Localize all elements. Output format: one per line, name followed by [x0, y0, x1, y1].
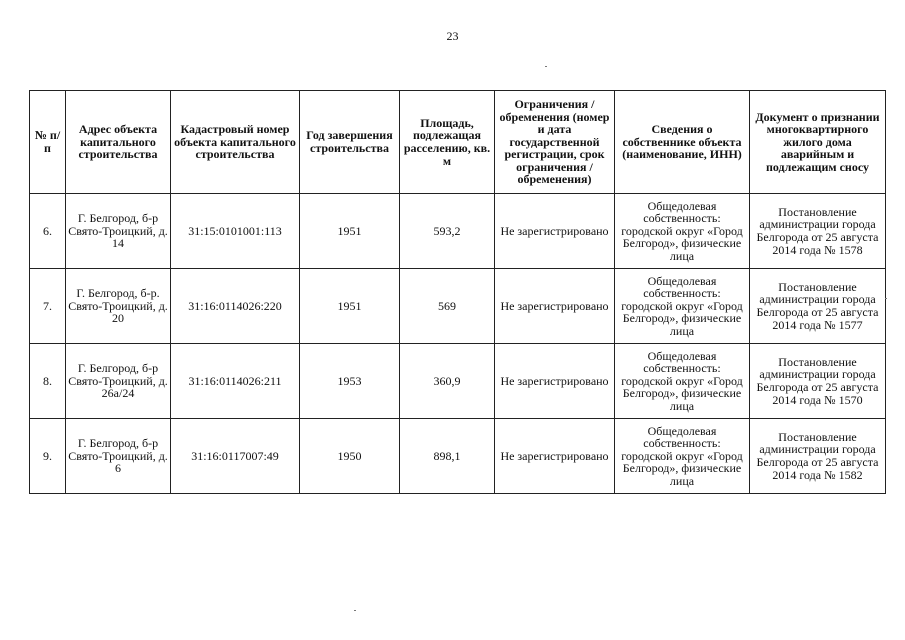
- scan-speck: [354, 610, 356, 611]
- header-cadastral: Кадастровый номер объекта капитального строительства: [171, 91, 300, 194]
- cell-address: Г. Белгород, б-р Свято-Троицкий, д. 26а/24: [66, 344, 171, 419]
- cell-area: 898,1: [400, 419, 495, 494]
- cell-cadastral: 31:16:0114026:220: [171, 269, 300, 344]
- cell-address: Г. Белгород, б-р Свято-Троицкий, д. 6: [66, 419, 171, 494]
- cell-cadastral: 31:16:0114026:211: [171, 344, 300, 419]
- cell-document: Постановление администрации города Белгорода от 25 августа 2014 года № 1577: [750, 269, 886, 344]
- cell-restrictions: Не зарегистрировано: [495, 194, 615, 269]
- cell-restrictions: Не зарегистрировано: [495, 269, 615, 344]
- header-document: Документ о признании многоквартирного жилого дома аварийным и подлежащим сносу: [750, 91, 886, 194]
- cell-cadastral: 31:15:0101001:113: [171, 194, 300, 269]
- scan-speck: [545, 66, 547, 67]
- header-address: Адрес объекта капитального строительства: [66, 91, 171, 194]
- table-row: [30, 419, 886, 494]
- cell-owner: Общедолевая собственность: городской округ «Город Белгород», физические лица: [615, 269, 750, 344]
- cell-cadastral: 31:16:0117007:49: [171, 419, 300, 494]
- header-area: Площадь, подлежащая расселению, кв. м: [400, 91, 495, 194]
- buildings-table: [29, 90, 886, 494]
- cell-owner: Общедолевая собственность: городской округ «Город Белгород», физические лица: [615, 419, 750, 494]
- cell-document: Постановление администрации города Белгорода от 25 августа 2014 года № 1582: [750, 419, 886, 494]
- cell-year: 1951: [300, 269, 400, 344]
- cell-owner: Общедолевая собственность: городской округ «Город Белгород», физические лица: [615, 194, 750, 269]
- table-row: [30, 344, 886, 419]
- cell-area: 593,2: [400, 194, 495, 269]
- cell-num: 9.: [30, 419, 66, 494]
- table-row: [30, 269, 886, 344]
- header-restrictions: Ограничения / обременения (номер и дата государственной регистрации, срок ограничения / обременения): [495, 91, 615, 194]
- table-row: [30, 194, 886, 269]
- cell-area: 569: [400, 269, 495, 344]
- page-number: 23: [446, 29, 459, 43]
- cell-document: Постановление администрации города Белгорода от 25 августа 2014 года № 1570: [750, 344, 886, 419]
- scan-speck: [885, 298, 887, 299]
- cell-area: 360,9: [400, 344, 495, 419]
- cell-num: 8.: [30, 344, 66, 419]
- table-header-row: [30, 91, 886, 194]
- cell-owner: Общедолевая собственность: городской округ «Город Белгород», физические лица: [615, 344, 750, 419]
- cell-restrictions: Не зарегистрировано: [495, 344, 615, 419]
- cell-address: Г. Белгород, б-р Свято-Троицкий, д. 14: [66, 194, 171, 269]
- header-owner: Сведения о собственнике объекта (наименование, ИНН): [615, 91, 750, 194]
- cell-year: 1953: [300, 344, 400, 419]
- header-num: № п/п: [30, 91, 66, 194]
- cell-restrictions: Не зарегистрировано: [495, 419, 615, 494]
- header-year: Год завершения строительства: [300, 91, 400, 194]
- cell-year: 1950: [300, 419, 400, 494]
- cell-num: 6.: [30, 194, 66, 269]
- cell-document: Постановление администрации города Белгорода от 25 августа 2014 года № 1578: [750, 194, 886, 269]
- cell-year: 1951: [300, 194, 400, 269]
- cell-num: 7.: [30, 269, 66, 344]
- cell-address: Г. Белгород, б-р. Свято-Троицкий, д. 20: [66, 269, 171, 344]
